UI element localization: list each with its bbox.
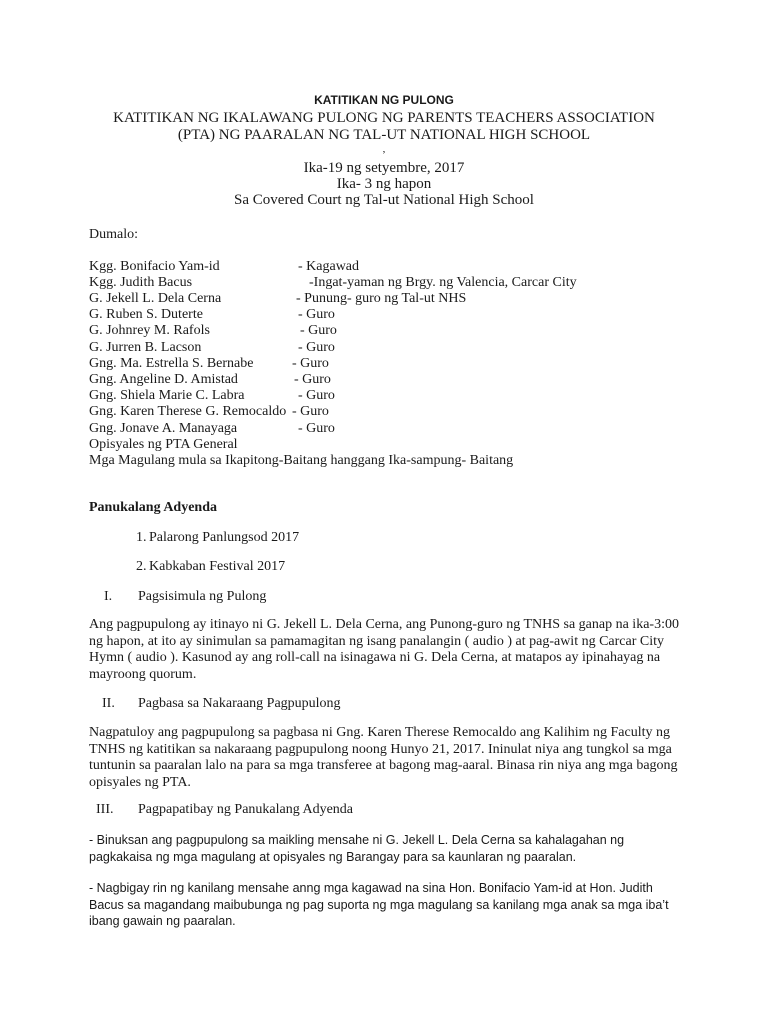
attendee-name: Gng. Karen Therese G. Remocaldo (89, 404, 287, 419)
attendee-role: - Guro (298, 388, 335, 403)
attendee-role: - Guro (300, 323, 337, 338)
agenda-item-text: Kabkaban Festival 2017 (149, 559, 286, 574)
section-number: III. (96, 802, 114, 817)
attendance-label: Dumalo: (89, 227, 138, 242)
attendee-name: Kgg. Bonifacio Yam-id (89, 259, 220, 274)
attendee-name: Gng. Ma. Estrella S. Bernabe (89, 356, 254, 371)
attendee-role: - Guro (294, 372, 331, 387)
agenda-item-number: 1. (136, 530, 147, 545)
attendee-name: G. Jekell L. Dela Cerna (89, 291, 222, 306)
section-paragraph: Nagpatuloy ang pagpupulong sa pagbasa ni Gng. Karen Therese Remocaldo ang Kalihim ng Faculty ng TNHS ng katitikan sa nakaraang pagpupulong noong Hunyo 21, 2017. Ininulat niya ang tungkol sa mga tuntunin sa paaralan lalo na para sa mga transferee at bagong mag-aaral. Binasa rin niya ang mga bagong opisyales ng PTA. (89, 725, 678, 790)
meeting-date: Ika-19 ng setyembre, 2017 (303, 160, 465, 176)
attendee-name: Gng. Angeline D. Amistad (89, 372, 238, 387)
attendee-name: Kgg. Judith Bacus (89, 275, 193, 290)
attendee-name: G. Ruben S. Duterte (89, 307, 203, 322)
attendee-role: - Guro (298, 421, 335, 436)
document-title-line1: KATITIKAN NG IKALAWANG PULONG NG PARENTS TEACHERS ASSOCIATION (113, 110, 655, 126)
meeting-time: Ika- 3 ng hapon (336, 176, 432, 192)
attendee-role: - Guro (292, 404, 329, 419)
meeting-venue: Sa Covered Court ng Tal-ut National High School (234, 192, 534, 208)
agenda-heading: Panukalang Adyenda (89, 500, 217, 515)
attendee-role: - Guro (298, 307, 335, 322)
section-bullet: - Binuksan ang pagpupulong sa maikling mensahe ni G. Jekell L. Dela Cerna sa kahalagahan ng pagkakaisa ng mga magulang at opisyales ng Barangay para sa kaunlaran ng paaralan. (89, 833, 625, 864)
section-number: II. (102, 696, 115, 711)
document-small-title: KATITIKAN NG PULONG (314, 93, 454, 107)
section-number: I. (104, 589, 113, 604)
attendee-group: Mga Magulang mula sa Ikapitong-Baitang hanggang Ika-sampung- Baitang (89, 453, 514, 468)
document-title-line2: (PTA) NG PAARALAN NG TAL-UT NATIONAL HIGH SCHOOL (177, 127, 591, 143)
attendee-name: Gng. Jonave A. Manayaga (89, 421, 238, 436)
section-title: Pagbasa sa Nakaraang Pagpupulong (138, 696, 341, 711)
attendee-role: - Punung- guro ng Tal-ut NHS (296, 291, 467, 306)
agenda-item-text: Palarong Panlungsod 2017 (149, 530, 300, 545)
section-title: Pagpapatibay ng Panukalang Adyenda (138, 802, 354, 817)
attendee-name: Gng. Shiela Marie C. Labra (89, 388, 245, 403)
attendee-name: G. Jurren B. Lacson (89, 340, 202, 355)
agenda-item-number: 2. (136, 559, 147, 574)
attendee-role: - Guro (292, 356, 329, 371)
section-paragraph: Ang pagpupulong ay itinayo ni G. Jekell L. Dela Cerna, ang Punong-guro ng TNHS sa ganap na ika-3:00 ng hapon, at ito ay sinimulan sa pamamagitan ng isang panalangin ( audio ) at pag-awit ng Carcar City Hymn ( audio ). Kasunod ay ang roll-call na isinagawa ni G. Dela Cerna, at matapos ay ipinahayag na mayroong quorum. (89, 617, 679, 682)
section-bullet: - Nagbigay rin ng kanilang mensahe anng mga kagawad na sina Hon. Bonifacio Yam-id at Hon. Judith Bacus sa magandang maibubunga ng pag suporta ng mga magulang sa kanilang mga anak sa mga iba’t ibang gawain ng paaralan. (89, 881, 669, 928)
attendee-role: - Kagawad (298, 259, 360, 274)
attendee-name: G. Johnrey M. Rafols (89, 323, 210, 338)
attendee-group: Opisyales ng PTA General (89, 437, 238, 452)
section-title: Pagsisimula ng Pulong (138, 589, 267, 604)
title-mark: , (382, 143, 386, 155)
attendee-role: - Guro (298, 340, 335, 355)
attendee-role: -Ingat-yaman ng Brgy. ng Valencia, Carcar City (309, 275, 577, 290)
